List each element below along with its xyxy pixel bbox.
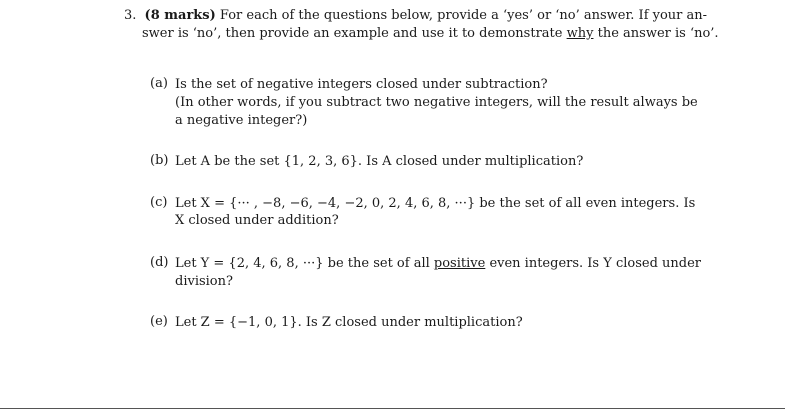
page-bottom-rule bbox=[0, 408, 785, 409]
part-d-line2: division? bbox=[175, 274, 233, 289]
part-d-label: (d) bbox=[150, 255, 169, 270]
question-marks: (8 marks) bbox=[144, 8, 216, 23]
part-c-label: (c) bbox=[150, 195, 168, 210]
question-number: 3. bbox=[124, 8, 137, 23]
part-d-line1: Let Y = {2, 4, 6, 8, ···} be the set of all positive even integers. Is Y closed under bbox=[175, 256, 702, 271]
part-e-label: (e) bbox=[150, 314, 168, 329]
question-header bbox=[124, 7, 707, 24]
part-a-line1: Is the set of negative integers closed under subtraction? bbox=[175, 77, 548, 92]
part-e-line1: Let Z = {−1, 0, 1}. Is Z closed under multiplication? bbox=[175, 315, 523, 330]
part-c-line2: X closed under addition? bbox=[175, 213, 339, 228]
part-a-line2: (In other words, if you subtract two negative integers, will the result always be bbox=[175, 95, 698, 110]
underlined-positive: positive bbox=[433, 256, 486, 271]
part-a-label: (a) bbox=[150, 76, 168, 91]
part-b-line1: Let A be the set {1, 2, 3, 6}. Is A closed under multiplication? bbox=[175, 154, 584, 169]
part-b-label: (b) bbox=[150, 153, 169, 168]
question-intro-line2: swer is ‘no’, then provide an example and use it to demonstrate why the answer is ‘no’. bbox=[142, 26, 719, 41]
underlined-why: why bbox=[566, 26, 594, 41]
part-c-line1: Let X = {··· , −8, −6, −4, −2, 0, 2, 4, 6, 8, ···} be the set of all even integers. Is bbox=[175, 196, 696, 211]
part-a-line3: a negative integer?) bbox=[175, 113, 308, 128]
question-intro-line1: For each of the questions below, provide a ‘yes’ or ‘no’ answer. If your an- bbox=[219, 8, 708, 23]
